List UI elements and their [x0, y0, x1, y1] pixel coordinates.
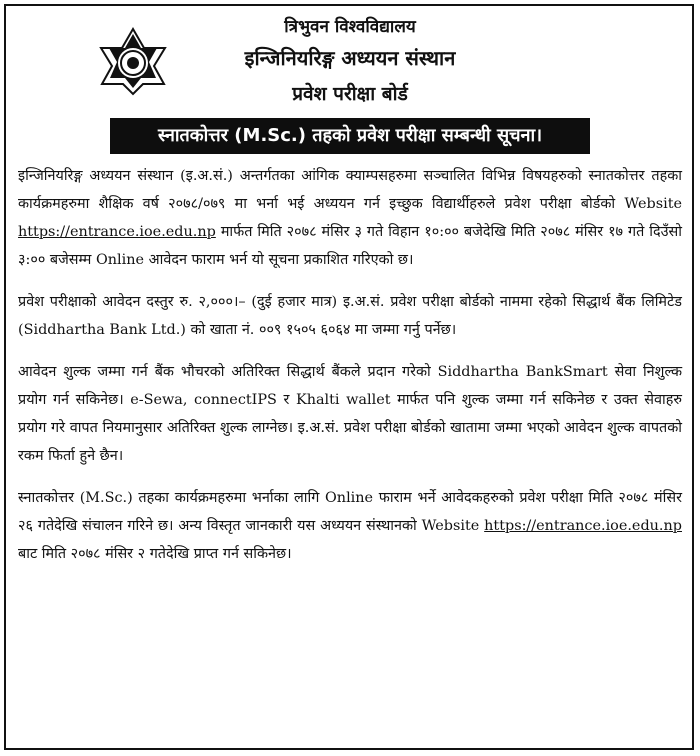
- institute-name: इन्जिनियरिङ्ग अध्ययन संस्थान: [244, 46, 456, 70]
- entrance-website-link[interactable]: https://entrance.ioe.edu.np: [18, 224, 216, 240]
- paragraph-1-text-b: मार्फत मिति २०७८ मंसिर ३ गते विहान १०:०० बजेदेखि मिति २०७८ मंसिर १७ गते दिउँसो ३:०० बजेसम्म Online आवेदन फाराम भर्न यो सूचना प्रकाशित गरिएको छ।: [18, 224, 682, 268]
- notice-title: स्नातकोत्तर (M.Sc.) तहको प्रवेश परीक्षा सम्बन्धी सूचना।: [110, 118, 590, 154]
- paragraph-1-text-a: इन्जिनियरिङ्ग अध्ययन संस्थान (इ.अ.सं.) अन्तर्गतका आंगिक क्याम्पसहरुमा सञ्चालित विभिन्न विषयहरुको स्नातकोत्तर तहका कार्यक्रमहरुमा शैक्षिक वर्ष २०७८/०७९ मा भर्ना भई अध्ययन गर्न इच्छुक विद्यार्थीहरुले प्रवेश परीक्षा बोर्डको Website: [18, 168, 682, 212]
- notice-body: [18, 162, 682, 582]
- paragraph-1: [18, 162, 682, 274]
- notice-header: [0, 0, 700, 118]
- university-name: त्रिभुवन विश्वविद्यालय: [284, 17, 416, 37]
- board-name: प्रवेश परीक्षा बोर्ड: [292, 83, 408, 105]
- paragraph-4: [18, 484, 682, 568]
- paragraph-4-text-b: बाट मिति २०७८ मंसिर २ गतेदेखि प्राप्त गर्न सकिनेछ।: [18, 546, 292, 562]
- paragraph-2: प्रवेश परीक्षाको आवेदन दस्तुर रु. २,०००।– (दुई हजार मात्र) इ.अ.सं. प्रवेश परीक्षा बोर्डको नाममा रहेको सिद्धार्थ बैंक लिमिटेड (Siddhartha Bank Ltd.) को खाता नं. ००९ १५०५ ६०६४ मा जम्मा गर्नु पर्नेछ।: [18, 294, 682, 338]
- paragraph-4-text-a: स्नातकोत्तर (M.Sc.) तहका कार्यक्रमहरुमा भर्नाका लागि Online फाराम भर्ने आवेदकहरुको प्रवेश परीक्षा मिति २०७८ मंसिर २६ गतेदेखि संचालन गरिने छ। अन्य विस्तृत जानकारी यस अध्ययन संस्थानको Website: [18, 490, 682, 534]
- entrance-website-link-2[interactable]: https://entrance.ioe.edu.np: [484, 518, 682, 534]
- paragraph-3: आवेदन शुल्क जम्मा गर्न बैंक भौचरको अतिरिक्त सिद्धार्थ बैंकले प्रदान गरेको Siddhartha BankSmart सेवा निशुल्क प्रयोग गर्न सकिनेछ। e-Sewa, connectIPS र Khalti wallet मार्फत पनि शुल्क जम्मा गर्न सकिनेछ र उक्त सेवाहरु प्रयोग गरे वापत नियमानुसार अतिरिक्त शुल्क लाग्नेछ। इ.अ.सं. प्रवेश परीक्षा बोर्डको खातामा जम्मा भएको आवेदन शुल्क वापतको रकम फिर्ता हुने छैन।: [18, 364, 682, 464]
